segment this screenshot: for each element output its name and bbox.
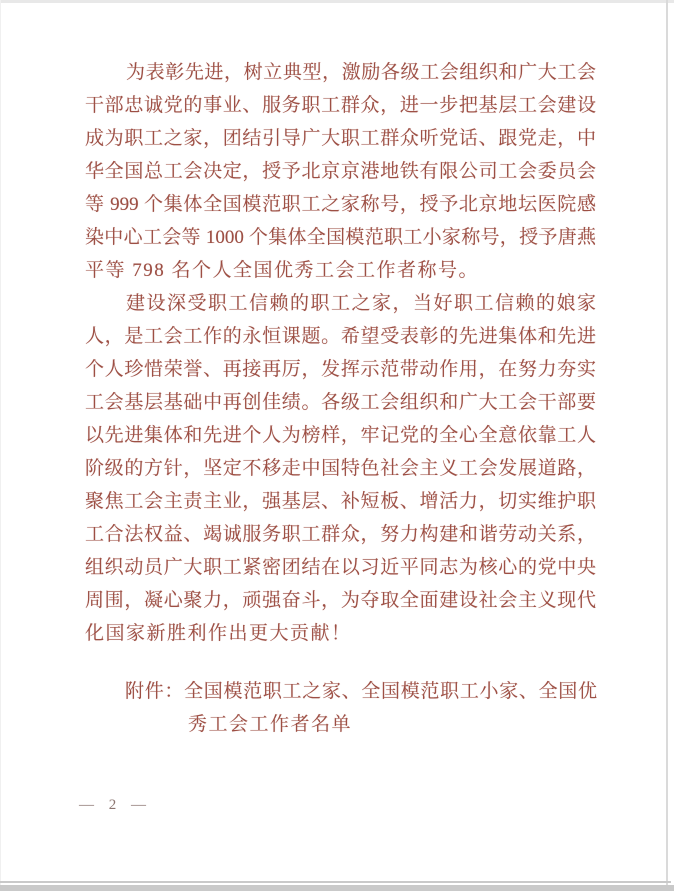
document-body: [85, 56, 596, 650]
paragraph-exhortation: [85, 287, 596, 650]
attachment-note: [125, 675, 597, 741]
text-line: 干部忠诚党的事业、服务职工群众，进一步把基层工会建设: [85, 95, 596, 116]
text-line: 成为职工之家，团结引导广大职工群众听党话、跟党走，中: [85, 128, 596, 149]
text-line: 阶级的方针，坚定不移走中国特色社会主义工会发展道路，: [85, 458, 596, 479]
text-line: 化国家新胜利作出更大贡献！: [85, 623, 352, 644]
text-line: 华全国总工会决定，授予北京京港地铁有限公司工会委员会: [85, 161, 596, 182]
text-line: 等 999 个集体全国模范职工之家称号，授予北京地坛医院感: [85, 194, 596, 215]
scan-edge-top: [0, 0, 674, 3]
text-line: 工合法权益、竭诚服务职工群众，努力构建和谐劳动关系，: [85, 524, 596, 545]
scan-edge-bottom-strip: [0, 885, 674, 891]
attachment-line: 秀工会工作者名单: [188, 714, 353, 735]
text-line: 为表彰先进，树立典型，激励各级工会组织和广大工会: [126, 62, 596, 83]
text-line: 周围，凝心聚力，顽强奋斗，为夺取全面建设社会主义现代: [85, 590, 596, 611]
attachment-line: 附件：全国模范职工之家、全国模范职工小家、全国优: [125, 681, 597, 702]
text-line: 组织动员广大职工紧密团结在以习近平同志为核心的党中央: [85, 557, 596, 578]
text-line: 建设深受职工信赖的职工之家，当好职工信赖的娘家: [126, 293, 596, 314]
text-line: 平等 798 名个人全国优秀工会工作者称号。: [85, 260, 480, 281]
scan-edge-right: [666, 0, 668, 891]
text-line: 以先进集体和先进个人为榜样，牢记党的全心全意依靠工人: [85, 425, 596, 446]
text-line: 聚焦工会主责主业，强基层、补短板、增活力，切实维护职: [85, 491, 596, 512]
text-line: 染中心工会等 1000 个集体全国模范职工小家称号，授予唐燕: [85, 227, 596, 248]
text-line: 工会基层基础中再创佳绩。各级工会组织和广大工会干部要: [85, 392, 596, 413]
paragraph-awards: [85, 56, 596, 287]
text-line: 人，是工会工作的永恒课题。希望受表彰的先进集体和先进: [85, 326, 596, 347]
page-number: — 2 —: [79, 797, 148, 813]
text-line: 个人珍惜荣誉、再接再厉，发挥示范带动作用，在努力夯实: [85, 359, 596, 380]
scan-edge-bottom-line: [0, 881, 671, 883]
scan-edge-left: [0, 0, 1, 891]
